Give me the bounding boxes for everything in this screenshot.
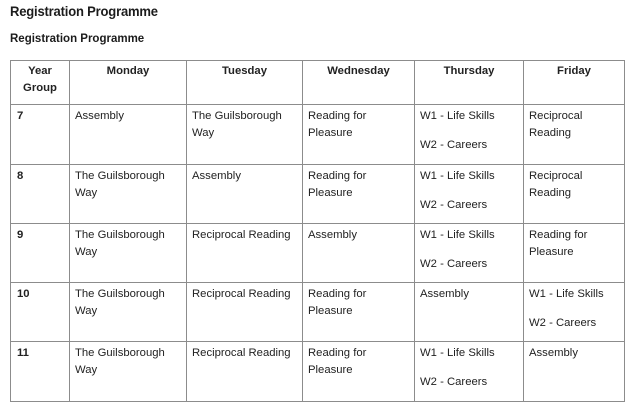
table-row [11,165,625,224]
activity-text: W2 - Careers [420,139,488,151]
activity-text: W2 - Careers [420,199,488,211]
activity-text: Assembly [529,347,578,359]
header-wednesday: Wednesday [303,61,415,105]
year-cell: 10 [11,283,70,342]
activity-text: Assembly [308,229,357,241]
year-cell: 9 [11,224,70,283]
activity-text: Reading for Pleasure [308,347,367,376]
thursday-cell [415,105,524,165]
activity-text: Reciprocal Reading [529,110,583,139]
year-cell: 7 [11,105,70,165]
activity-text: The Guilsborough Way [75,288,165,317]
tuesday-cell [187,224,303,283]
tuesday-cell [187,342,303,402]
activity-text: Reciprocal Reading [192,288,291,300]
activity-text: Reading for Pleasure [308,170,367,199]
section-title: Registration Programme [10,33,145,45]
tuesday-cell [187,165,303,224]
thursday-cell [415,224,524,283]
friday-cell [524,342,625,402]
activity-text: Reciprocal Reading [192,229,291,241]
activity-text: The Guilsborough Way [75,229,165,258]
table-row [11,224,625,283]
activity-text: The Guilsborough Way [75,170,165,199]
activity-text: W1 - Life Skills [420,110,495,122]
monday-cell [70,283,187,342]
activity-text: W1 - Life Skills [529,288,604,300]
wednesday-cell [303,165,415,224]
tuesday-cell [187,105,303,165]
friday-cell [524,105,625,165]
table-header-row [11,61,625,105]
friday-cell [524,165,625,224]
activity-text: Assembly [420,288,469,300]
header-year-group: Year Group [11,61,70,105]
table-row [11,283,625,342]
tuesday-cell [187,283,303,342]
table-row [11,342,625,402]
activity-text: The Guilsborough Way [75,347,165,376]
monday-cell [70,342,187,402]
activity-text: Reciprocal Reading [192,347,291,359]
activity-text: W1 - Life Skills [420,170,495,182]
activity-text: W2 - Careers [420,376,488,388]
thursday-cell [415,283,524,342]
activity-text: Reading for Pleasure [308,110,367,139]
table-row [11,105,625,165]
wednesday-cell [303,224,415,283]
activity-text: Reciprocal Reading [529,170,583,199]
wednesday-cell [303,342,415,402]
wednesday-cell [303,283,415,342]
page-title: Registration Programme [10,3,158,19]
activity-text: Assembly [75,110,124,122]
thursday-cell [415,165,524,224]
header-thursday: Thursday [415,61,524,105]
registration-table [10,60,625,402]
wednesday-cell [303,105,415,165]
activity-text: Reading for Pleasure [308,288,367,317]
friday-cell [524,224,625,283]
year-cell: 8 [11,165,70,224]
activity-text: W2 - Careers [420,258,488,270]
activity-text: W1 - Life Skills [420,347,495,359]
activity-text: W1 - Life Skills [420,229,495,241]
thursday-cell [415,342,524,402]
activity-text: Reading for Pleasure [529,229,588,258]
header-tuesday: Tuesday [187,61,303,105]
header-monday: Monday [70,61,187,105]
year-cell: 11 [11,342,70,402]
monday-cell [70,105,187,165]
activity-text: W2 - Careers [529,317,597,329]
activity-text: Assembly [192,170,241,182]
friday-cell [524,283,625,342]
header-friday: Friday [524,61,625,105]
activity-text: The Guilsborough Way [192,110,282,139]
monday-cell [70,224,187,283]
monday-cell [70,165,187,224]
